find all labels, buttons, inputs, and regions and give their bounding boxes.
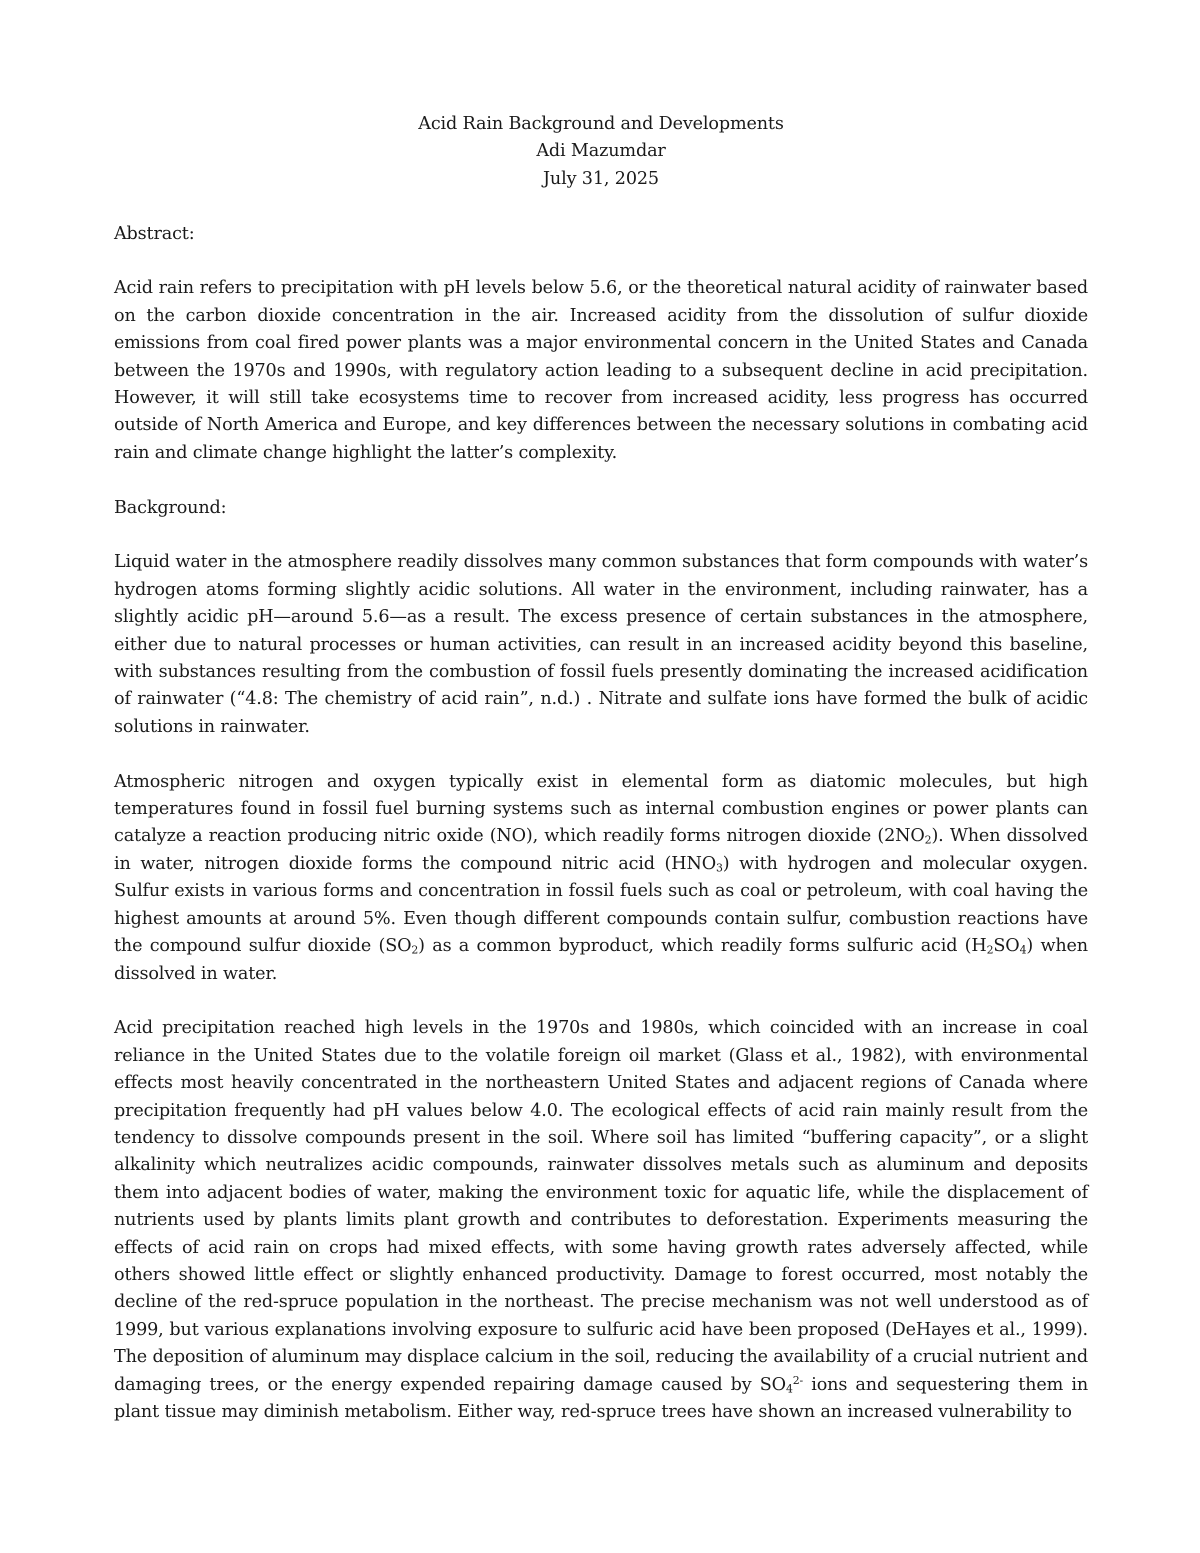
abstract-heading: Abstract: [114, 223, 195, 244]
document-page [114, 111, 1088, 1426]
background-heading: Background: [114, 497, 227, 518]
subscript: 3 [716, 861, 723, 875]
subscript: 2 [986, 943, 994, 957]
spacer [114, 193, 1088, 220]
superscript: 2- [792, 1373, 804, 1387]
spacer [114, 988, 1088, 1015]
text-run: ions and sequestering them in plant tissue may diminish metabolism. Either way, red-spruce trees have shown an increased vulnerability to [114, 1374, 1088, 1422]
text-run: ) with hydrogen and molecular oxygen. Sulfur exists in various forms and concentration in fossil fuels such as coal or petroleum, with coal having the highest amounts at around 5%. Even though different compounds contain sulfur, combustion reactions have the compound sulfur dioxide (SO [114, 853, 1088, 957]
spacer [114, 248, 1088, 275]
text-run: SO [993, 936, 1020, 957]
document-title: Acid Rain Background and Developments [418, 114, 784, 134]
text-run: ) when dissolved in water. [114, 936, 1088, 984]
document-date: July 31, 2025 [543, 168, 659, 189]
spacer [114, 467, 1088, 494]
text-run: ). When dissolved in water, nitrogen dioxide forms the compound nitric acid (HNO [114, 826, 1089, 874]
background-paragraph-3 [114, 1015, 1088, 1426]
subscript: 2 [924, 834, 932, 848]
document-author: Adi Mazumdar [536, 141, 666, 162]
background-paragraph-2 [114, 769, 1088, 988]
abstract-paragraph: Acid rain refers to precipitation with pH levels below 5.6, or the theoretical natural acidity of rainwater based on the carbon dioxide concentration in the air. Increased acidity from the dissolution of sulfur dioxide emissions from coal fired power plants was a major environmental concern in the United States and Canada between the 1970s and 1990s, with regulatory action leading to a subsequent decline in acid precipitation. However, it will still take ecosystems time to recover from increased acidity, less progress has occurred outside of North America and Europe, and key differences between the necessary solutions in combating acid rain and climate change highlight the latter’s complexity. [114, 278, 1088, 463]
text-run: ) as a common byproduct, which readily forms sulfuric acid (H [418, 936, 987, 957]
subscript: 2 [411, 943, 419, 957]
text-run: Acid precipitation reached high levels in the 1970s and 1980s, which coincided with an increase in coal reliance in the United States due to the volatile foreign oil market (Glass et al., 1982), with environmental effects most heavily concentrated in the northeastern United States and adjacent regions of Canada where precipitation frequently had pH values below 4.0. The ecological effects of acid rain mainly result from the tendency to dissolve compounds present in the soil. Where soil has limited “buffering capacity”, or a slight alkalinity which neutralizes acidic compounds, rainwater dissolves metals such as aluminum and deposits them into adjacent bodies of water, making the environment toxic for aquatic life, while the displacement of nutrients used by plants limits plant growth and contributes to deforestation. Experiments measuring the effects of acid rain on crops had mixed effects, with some having growth rates adversely affected, while others showed little effect or slightly enhanced productivity. Damage to forest occurred, most notably the decline of the red-spruce population in the northeast. The precise mechanism was not well understood as of 1999, but various explanations involving exposure to sulfuric acid have been proposed (DeHayes et al., 1999). The deposition of aluminum may displace calcium in the soil, reducing the availability of a crucial nutrient and damaging trees, or the energy expended repairing damage caused by SO [114, 1018, 1088, 1395]
text-run: Atmospheric nitrogen and oxygen typically exist in elemental form as diatomic molecules, but high temperatures found in fossil fuel burning systems such as internal combustion engines or power plants can catalyze a reaction producing nitric oxide (NO), which readily forms nitrogen dioxide (2NO [114, 771, 1088, 847]
subscript: 4 [785, 1382, 793, 1396]
spacer [114, 522, 1088, 549]
spacer [114, 741, 1088, 768]
title-block [114, 111, 1088, 193]
background-paragraph-1: Liquid water in the atmosphere readily dissolves many common substances that form compounds with water’s hydrogen atoms forming slightly acidic solutions. All water in the environment, including rainwater, has a slightly acidic pH—around 5.6—as a result. The excess presence of certain substances in the atmosphere, either due to natural processes or human activities, can result in an increased acidity beyond this baseline, with substances resulting from the combustion of fossil fuels presently dominating the increased acidification of rainwater (“4.8: The chemistry of acid rain”, n.d.) . Nitrate and sulfate ions have formed the bulk of acidic solutions in rainwater. [114, 552, 1088, 737]
subscript: 4 [1019, 943, 1027, 957]
